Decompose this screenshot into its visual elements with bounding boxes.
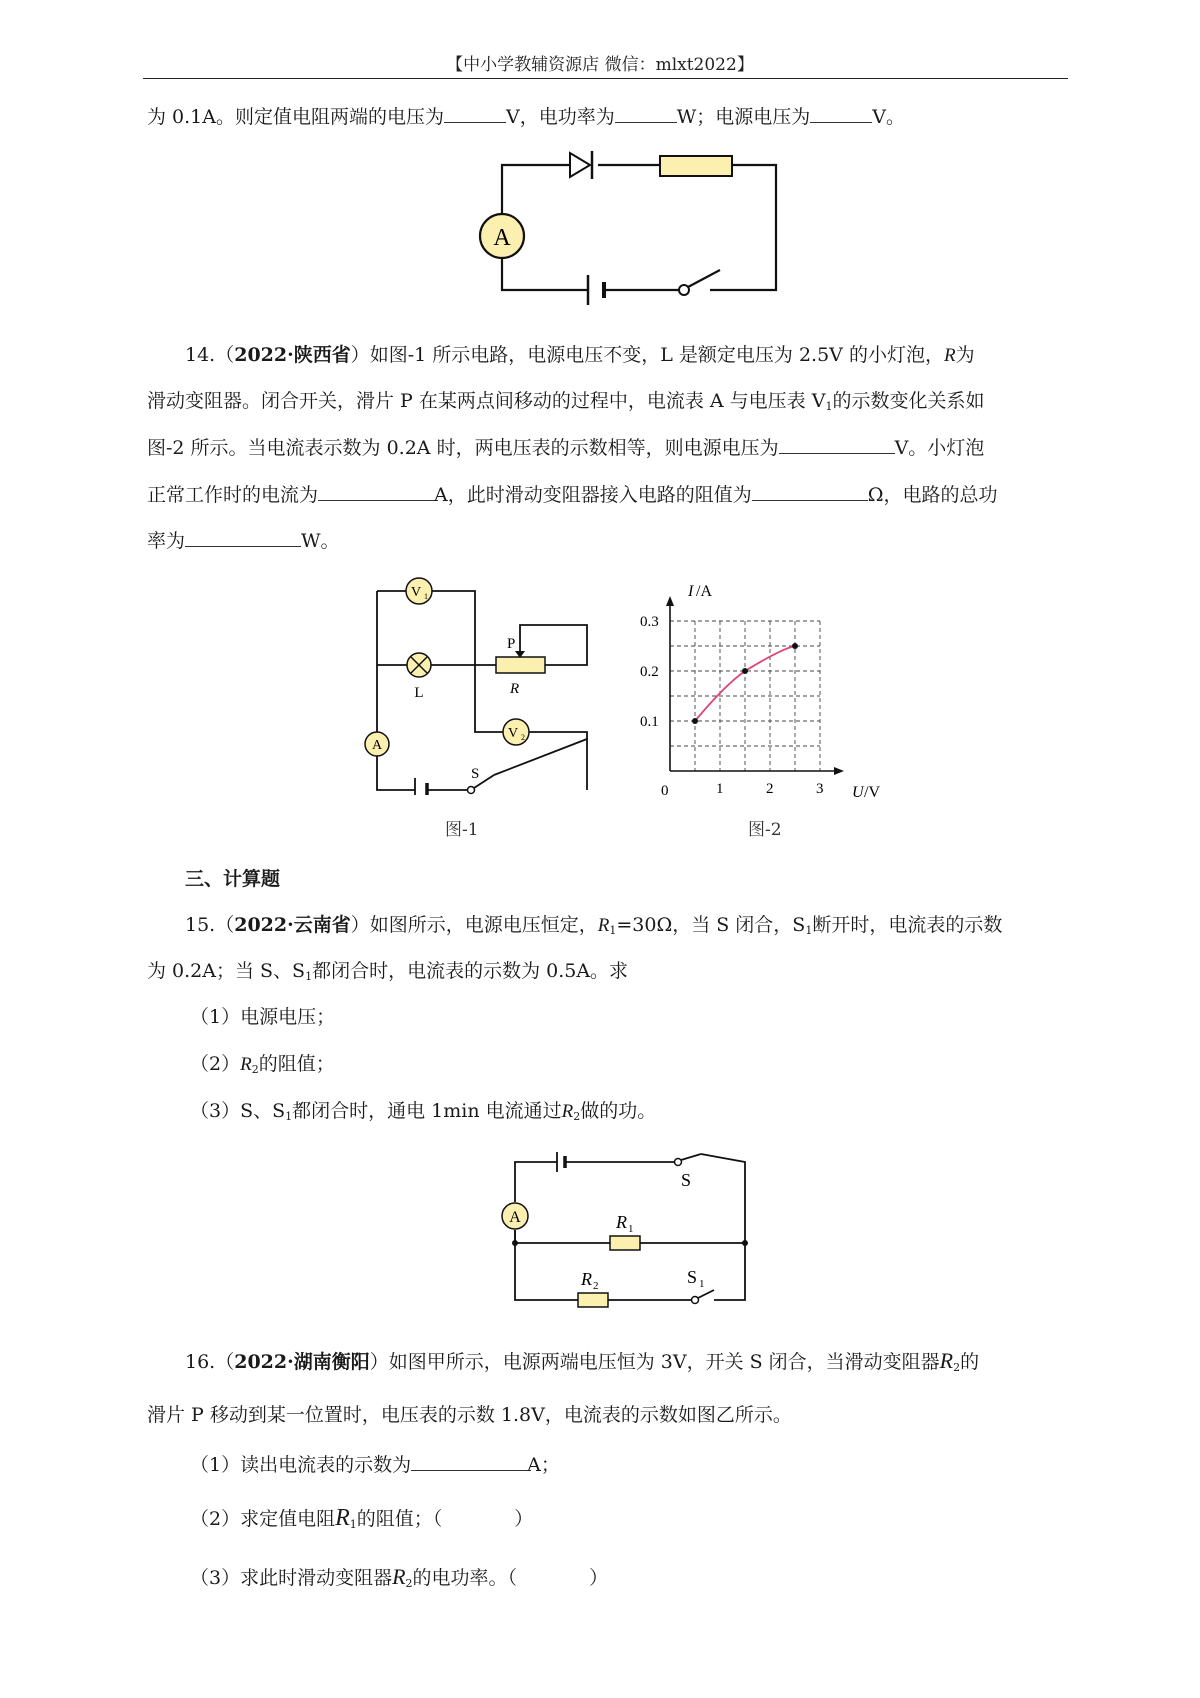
figure-2-caption: 图-2 [748,820,782,840]
svg-text:A: A [371,738,383,753]
ammeter-symbol [502,1203,528,1229]
x-tick-label: 2 [766,781,774,797]
q15-source: 2022·云南省 [234,914,351,936]
y-axis-label: I [688,583,694,600]
svg-text:S: S [687,1267,698,1287]
q15-text: 做的功。 [580,1100,657,1122]
answer-blank[interactable] [752,482,868,501]
chart-points [692,643,798,724]
q14-text: 滑动变阻器。闭合开关，滑片 P 在某两点间移动的过程中，电流表 A 与电压表 V [147,390,826,412]
svg-text:R: R [510,681,520,697]
data-point [692,718,698,724]
q15-text: 为 0.2A；当 S、S [147,960,306,982]
x-tick-label: 3 [816,781,824,797]
y-axis-unit: /A [696,583,712,600]
q16-text: （3）求此时滑动变阻器 [190,1567,393,1589]
resistor-r1-symbol [610,1212,640,1250]
q15-text: 断开时，电流表的示数 [812,914,1003,936]
subscript: 2 [953,1361,961,1374]
q15-text: （2） [190,1053,241,1075]
q13-text-3: W；电源电压为 [676,106,811,128]
q16-text: 的电功率。（ [412,1567,518,1589]
q15-line-2 [147,958,628,990]
q14-number: 14.（ [185,344,235,366]
q14-text: W。 [301,530,340,552]
q16-number: 16.（ [185,1351,235,1373]
switch-symbol [679,270,720,295]
answer-blank[interactable] [615,104,677,123]
answer-blank[interactable] [411,1452,527,1471]
var-R: R [240,1054,252,1075]
y-axis-arrow [666,596,674,606]
q16-line-2: 滑片 P 移动到某一位置时，电压表的示数 1.8V，电流表的示数如图乙所示。 [147,1404,792,1426]
q15-text: 都闭合时，电流表的示数为 0.5A。求 [312,960,629,982]
switch-s1-symbol [687,1267,714,1304]
q14-text: A，此时滑动变阻器接入电路的阻值为 [434,484,752,506]
switch-symbol [468,766,495,794]
q16-text: ）如图甲所示，电源两端电压恒为 3V，开关 S 闭合，当滑动变阻器 [369,1351,940,1373]
svg-text:L: L [414,685,424,701]
q16-text: 的 [960,1351,980,1373]
svg-text:V: V [507,726,519,741]
q16-item-2 [190,1505,533,1538]
page-header: 【中小学教辅资源店 微信：mlxt2022】 [446,55,754,75]
q14-text: ）如图-1 所示电路，电源电压不变，L 是额定电压为 2.5V 的小灯泡， [350,344,944,366]
subscript: 1 [349,1518,357,1531]
header-rule [143,78,1068,79]
voltmeter-v2 [503,719,529,745]
q16-line-1 [185,1348,979,1381]
x-axis-label: U [852,784,864,801]
q15-text: 都闭合时，通电 1min 电流通过 [292,1100,562,1122]
ammeter-symbol [480,214,524,258]
svg-text:1: 1 [628,1223,634,1235]
lamp-symbol [407,653,431,701]
q14-text: 为 [955,344,975,366]
q14-text: 率为 [147,530,186,552]
subscript: 1 [825,400,833,413]
q16-item-1 [190,1452,560,1478]
chart-ticks [640,614,824,797]
resistor-r2-symbol [578,1269,608,1307]
subscript: 2 [573,1110,581,1123]
subscript: 1 [609,924,617,937]
data-point [742,668,748,674]
subscript: 2 [251,1063,259,1076]
q15-number: 15.（ [185,914,235,936]
answer-blank[interactable] [444,104,506,123]
subscript: 1 [805,924,813,937]
q15-text: =30Ω，当 S 闭合，S [616,914,806,936]
q13-text-1: 为 0.1A。则定值电阻两端的电压为 [147,106,444,128]
q16-text: ） [589,1567,609,1589]
subscript: 1 [305,970,313,983]
q14-text: 正常工作时的电流为 [147,484,319,506]
q14-line-2 [147,388,984,420]
q15-text: （3）S、S [190,1100,286,1122]
answer-blank[interactable] [779,435,895,454]
svg-text:2: 2 [593,1280,599,1292]
svg-text:A: A [509,1209,521,1226]
y-tick-label: 0.2 [640,664,659,680]
q14-line-4 [147,482,998,508]
q15-circuit-diagram [495,1140,760,1315]
q16-source: 2022·湖南衡阳 [234,1351,370,1373]
q15-text: ）如图所示，电源电压恒定， [350,914,598,936]
chart-grid [670,621,820,771]
subscript: 2 [405,1577,413,1590]
q14-text: 的示数变化关系如 [832,390,985,412]
q13-text-4: V。 [872,106,905,128]
q16-text: ） [514,1508,534,1530]
q16-text: （2）求定值电阻 [190,1508,336,1530]
chart-axes [666,596,844,775]
answer-blank[interactable] [318,482,434,501]
q14-line-3 [147,435,984,461]
y-tick-label: 0.3 [640,614,659,630]
q13-tail-line [147,104,905,130]
svg-text:S: S [681,1170,692,1190]
svg-text:1: 1 [699,1278,705,1290]
answer-blank[interactable] [810,104,872,123]
q16-text: 的阻值；（ [356,1508,443,1530]
q14-source: 2022·陕西省 [234,344,351,366]
subscript: 1 [285,1110,293,1123]
resistor-symbol [660,156,732,176]
q15-item-2 [190,1051,335,1083]
var-R: R [943,345,956,366]
switch-s-symbol [675,1154,702,1190]
q16-item-3 [190,1564,608,1597]
q13-circuit-diagram [470,145,790,305]
figure-1-caption: 图-1 [445,820,479,840]
q15-text: 的阻值； [258,1053,335,1075]
voltmeter-v1 [406,578,432,604]
var-R: R [335,1505,350,1531]
q14-text: V。小灯泡 [894,437,985,459]
svg-text:S: S [471,766,480,782]
y-tick-label: 0.1 [640,714,659,730]
svg-text:R: R [616,1212,627,1232]
svg-text:V: V [410,585,422,600]
var-R: R [597,915,610,936]
q14-text: 图-2 所示。当电流表示数为 0.2A 时，两电压表的示数相等，则电源电压为 [147,437,779,459]
section-heading: 三、计算题 [185,868,281,890]
svg-text:1: 1 [424,592,428,601]
svg-text:P: P [507,636,516,652]
q14-text: Ω，电路的总功 [867,484,998,506]
var-R: R [561,1101,574,1122]
origin-label: 0 [661,783,669,799]
q14-line-5 [147,528,340,554]
data-point [792,643,798,649]
figure-1-circuit [355,575,605,795]
q16-text: A； [527,1454,560,1476]
x-tick-label: 1 [716,781,724,797]
x-axis-arrow [834,767,844,775]
q15-item-3 [190,1098,656,1130]
svg-text:A: A [493,225,511,251]
var-R: R [939,1348,954,1373]
x-axis-unit: /V [864,784,880,801]
diode-symbol [570,151,592,179]
figure-2-chart [630,578,920,803]
q16-text: （1）读出电流表的示数为 [190,1454,412,1476]
ammeter-symbol [365,732,389,756]
svg-text:R: R [581,1269,592,1289]
svg-text:2: 2 [521,733,525,742]
q14-line-1 [185,342,975,369]
q15-item-1: （1）电源电压； [190,1006,336,1028]
var-R: R [392,1564,406,1589]
q13-text-2: V，电功率为 [505,106,615,128]
q15-line-1 [185,912,1002,944]
answer-blank[interactable] [185,528,301,547]
